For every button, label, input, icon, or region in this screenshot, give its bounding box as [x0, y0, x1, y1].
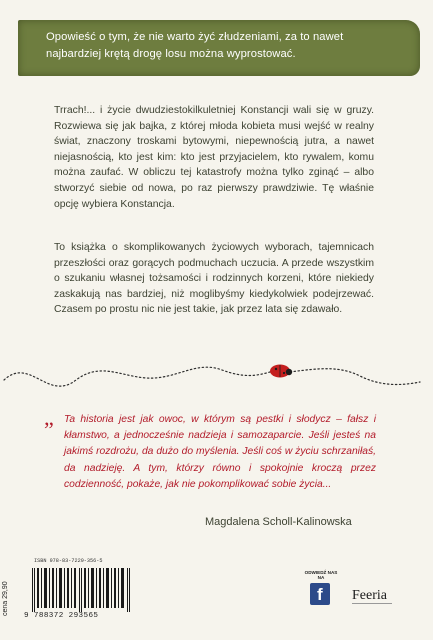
description-paragraph-2: To książka o skomplikowanych życiowych wyborach, tajemnicach przeszłości oraz gorących podmuchach uczucia. A przede wszystkim o szukaniu własnej tożsamości i rodzinnych korzeni, które niekiedy zaskakują nas bardziej, niż moglibyśmy kiedykolwiek podejrzewać. Czasem po prostu nic nie jest takie, jak przez lata się zdawało.	[54, 242, 374, 316]
publisher-logo-underline	[352, 603, 392, 604]
dotted-trail	[4, 367, 270, 386]
barcode-digits: 9 788372 293565	[24, 612, 99, 620]
ladybug-trail-decoration	[0, 350, 433, 406]
facebook-letter: f	[317, 585, 323, 604]
dotted-trail-right	[290, 369, 420, 385]
isbn-label: ISBN 978-83-7229-356-5	[34, 558, 103, 564]
description-paragraph-1: Trrach!... i życie dwudziestokilkuletniej Konstancji wali się w gruzy. Rozwiewa się jak bajka, z której młoda kobieta musi wejść w realny świat, znaczony troskami bytowymi, niepewnością jutra, a nawet niejasnością, kto jest kim: kto jest przyjacielem, kto rywalem, komu można zaufać. W obliczu tej katastrofy można tylko zginąć – albo stworzyć siebie od nowa, po raz pierwszy prawdziwie. Tę właśnie opcję wybiera Konstancja.	[54, 105, 374, 210]
quote-open-mark: „	[44, 405, 54, 430]
facebook-icon[interactable]	[310, 583, 330, 605]
barcode-image	[32, 568, 132, 612]
testimonial-author: Magdalena Scholl-Kalinowska	[205, 516, 352, 528]
banner-tagline: Opowieść o tym, że nie warto żyć złudzeniami, za to nawet najbardziej krętą drogę losu można wyprostować.	[46, 31, 344, 60]
facebook-label: ODWIEDŹ NAS NA	[304, 570, 338, 580]
publisher-logo: Feeria	[352, 588, 387, 603]
ladybug-icon	[270, 365, 292, 378]
testimonial-text: Ta historia jest jak owoc, w którym są pestki i słodycz – fałsz i kłamstwo, a jednocześnie nadzieja i samozaparcie. Jeśli jesteś na jakimś rozdrożu, da dużo do myślenia. Jeśli coś w życiu schrzaniłaś, da nadzieję. A tym, którzy równo i spokojnie kroczą przez codzienność, pokaże, jak nie pokomplikować sobie życia...	[64, 414, 376, 490]
price-label: cena 29,90	[2, 581, 9, 616]
